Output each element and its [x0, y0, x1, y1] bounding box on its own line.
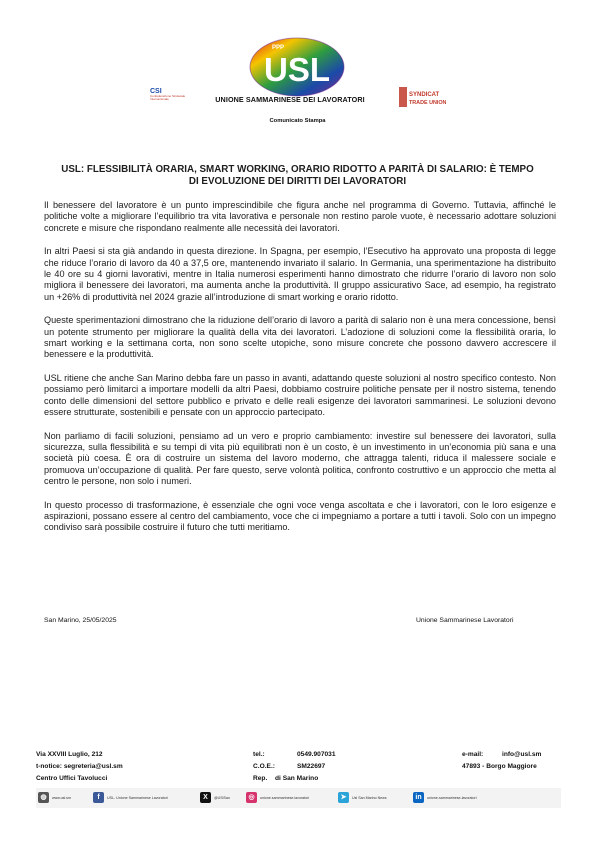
social-link-facebook[interactable]: [93, 792, 168, 803]
footer-city: 47893 - Borgo Maggiore: [462, 763, 537, 770]
social-label: Usl San Marino News: [352, 795, 387, 800]
telegram-icon: ➤: [338, 792, 349, 803]
footer-email-label: e-mail:: [462, 751, 484, 758]
signature-place-date: San Marino, 25/05/2025: [44, 617, 117, 624]
sindacat-logo-emblem: [398, 85, 446, 111]
globe-icon: ◍: [38, 792, 49, 803]
social-link-telegram[interactable]: [338, 792, 387, 803]
footer-tel-label: tel.:: [253, 751, 265, 758]
csi-logo-subtitle: Confederazione Sindacale Internazionale: [150, 94, 186, 102]
logo-text: USL: [264, 51, 330, 88]
footer-tel: [253, 751, 336, 758]
csi-logo: [150, 88, 190, 110]
footer-address: Via XXVIII Luglio, 212: [36, 751, 103, 758]
sindacat-logo: [398, 85, 446, 111]
social-label: USL- Unione Sammarinese Lavoratori: [107, 795, 168, 800]
press-release-label: Comunicato Stampa: [269, 118, 326, 124]
usl-logo-emblem: [248, 36, 346, 98]
sindacat-line1: SYNDICAT: [409, 92, 440, 98]
social-label: unione-sammarinese-lavoratori: [427, 795, 477, 800]
social-link-x[interactable]: [200, 792, 230, 803]
social-link-website[interactable]: [38, 792, 71, 803]
footer-rep: [253, 775, 318, 782]
footer-tnotice[interactable]: t-notice: segreteria@usl.sm: [36, 763, 123, 770]
csi-logo-text: CSI: [150, 88, 162, 95]
paragraph: Il benessere del lavoratore è un punto imprescindibile che figura anche nel programma di Governo. Tuttavia, affinché le politiche volte a migliorare l’equilibrio tra vita lavorativa e personale non restino parole vuote, è necessario adottare soluzioni concrete e misure che rispondano realmente alle necessità dei lavoratori.: [44, 200, 556, 233]
footer-coe-label: C.O.E.:: [253, 763, 275, 770]
footer-rep-label: Rep.: [253, 775, 268, 782]
footer-coe-value: SM22697: [297, 763, 326, 770]
social-label: unione.sammarinese.lavoratori: [260, 795, 310, 800]
logo-sup: PPP: [272, 45, 285, 51]
linkedin-icon: in: [413, 792, 424, 803]
footer-coe: [253, 763, 325, 770]
page-title: USL: FLESSIBILITÀ ORARIA, SMART WORKING, ORARIO RIDOTTO A PARITÀ DI SALARIO: È TEMPO DI EVOLUZIONE DEI DIRITTI DEI LAVORATORI: [61, 164, 534, 188]
usl-logo: [248, 36, 346, 98]
x-icon: X: [200, 792, 211, 803]
article-body: [44, 200, 556, 546]
paragraph: Non parliamo di facili soluzioni, pensiamo ad un vero e proprio cambiamento: investire sul benessere dei lavoratori, sulla sicurezza, sulla flessibilità e su tempi di vita più equilibrati non è un costo, è un investimento in un’economia più sana e una società più coesa. È ora di costruire un sistema del lavoro moderno, che attragga talenti, riduca il malessere sociale e promuova un’occupazione di qualità. Per fare questo, serve volontà politica, confronto costruttivo e un approccio che metta al centro le persone, non solo i numeri.: [44, 430, 556, 487]
footer-email: [462, 751, 541, 758]
social-link-linkedin[interactable]: [413, 792, 477, 803]
facebook-icon: f: [93, 792, 104, 803]
paragraph: In questo processo di trasformazione, è essenziale che ogni voce venga ascoltata e che i lavoratori, con le loro esigenze e aspirazioni, possano essere al centro del cambiamento, voce che ci impegniamo a portare a tutti i tavoli. Solo con un impegno condiviso sarà possibile costruire il futuro che tutti meritiamo.: [44, 499, 556, 533]
social-label: @USlSan: [214, 795, 230, 800]
footer-centro: Centro Uffici Tavolucci: [36, 775, 108, 782]
sindacat-line2: TRADE UNION: [409, 100, 446, 106]
paragraph: Queste sperimentazioni dimostrano che la riduzione dell’orario di lavoro a parità di salario non è una mera concessione, bensì un potente strumento per migliorare la qualità della vita dei lavoratori. L’adozione di soluzioni come la flessibilità oraria, lo smart working e la settimana corta, non sono scelte utopiche, sono misure concrete che possono davvero accrescere il benessere e la produttività.: [44, 315, 556, 360]
footer-tel-value[interactable]: 0549.907031: [297, 751, 336, 758]
footer-email-value[interactable]: info@usl.sm: [502, 751, 542, 758]
instagram-icon: ◎: [246, 792, 257, 803]
social-label: www.usl.sm: [52, 795, 71, 800]
paragraph: USL ritiene che anche San Marino debba fare un passo in avanti, adattando queste soluzioni al nostro specifico contesto. Non possiamo però limitarci a importare modelli da altri Paesi, dobbiamo costruire politiche pensate per il nostro sistema, tenendo conto delle dimensioni del settore pubblico e privato e delle reali esigenze dei lavoratori sammarinesi. Le soluzioni devono essere strutturate, sostenibili e pensate con un approccio partecipato.: [44, 372, 556, 418]
paragraph: In altri Paesi si sta già andando in questa direzione. In Spagna, per esempio, l’Esecutivo ha approvato una proposta di legge che riduce l’orario di lavoro da 40 a 37,5 ore, mantenendo invariato il salario. In Germania, una sperimentazione ha distribuito le 40 ore su 4 giorni lavorativi, mentre in Italia numerosi esperimenti hanno dimostrato che ridurre l’orario di lavoro non solo migliora il benessere dei lavoratori, ma aumenta anche la produttività. Il gruppo assicurativo Sace, ad esempio, ha registrato un +26% di produttività nel 2024 grazie all’introduzione di smart working e orario ridotto.: [44, 246, 556, 302]
social-bar: [36, 788, 561, 808]
footer-rep-value: di San Marino: [275, 775, 319, 782]
social-link-instagram[interactable]: [246, 792, 309, 803]
org-name: UNIONE SAMMARINESE DEI LAVORATORI: [215, 95, 365, 104]
signature-org: Unione Sammarinese Lavoratori: [416, 617, 514, 624]
